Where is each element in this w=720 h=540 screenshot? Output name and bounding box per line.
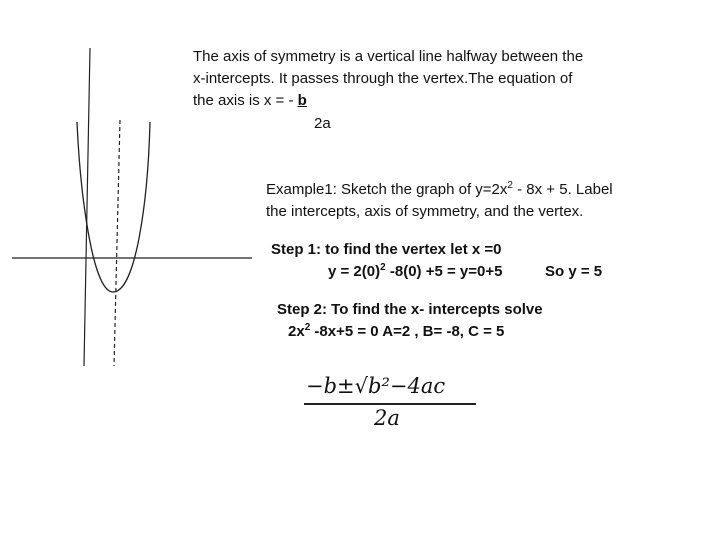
example-line-1-a: Example1: Sketch the graph of y=2x	[266, 181, 508, 198]
step2-line-2	[288, 321, 504, 342]
formula-numerator: −b±√b²−4ac	[306, 374, 446, 398]
step2-line-2-b: -8x+5 = 0 A=2 , B= -8, C = 5	[310, 323, 505, 340]
example-line-1	[266, 179, 613, 200]
example-line-2: the intercepts, axis of symmetry, and the vertex.	[266, 203, 584, 220]
step1-line-1: Step 1: to find the vertex let x =0	[271, 241, 502, 258]
step1-line-2-a: y = 2(0)	[328, 263, 381, 280]
step1-line-2	[328, 261, 502, 282]
example-exponent: 2	[507, 180, 513, 191]
step2-line-2-a: 2x	[288, 323, 305, 340]
step2-exponent: 2	[304, 322, 311, 333]
intro-line-1: The axis of symmetry is a vertical line halfway between the	[193, 48, 584, 65]
step1-exponent: 2	[380, 262, 386, 273]
intro-line-3	[193, 90, 307, 111]
step2-line-1: Step 2: To find the x- intercepts solve	[277, 301, 543, 318]
step1-line-2-b: -8(0) +5 = y=0+5	[385, 263, 503, 280]
axis-formula-numerator: b	[297, 92, 307, 109]
intro-line-3-text: the axis is x = -	[193, 92, 298, 109]
intro-line-2: x-intercepts. It passes through the vertex.The equation of	[193, 70, 573, 87]
axis-formula-denominator: 2a	[314, 115, 331, 132]
formula-fraction-bar	[304, 403, 476, 405]
formula-denominator: 2a	[374, 406, 400, 430]
quadratic-formula	[302, 366, 478, 436]
step1-result: So y = 5	[545, 263, 603, 280]
example-line-1-b: - 8x + 5. Label	[512, 181, 613, 198]
axis-of-symmetry-line	[114, 120, 120, 366]
